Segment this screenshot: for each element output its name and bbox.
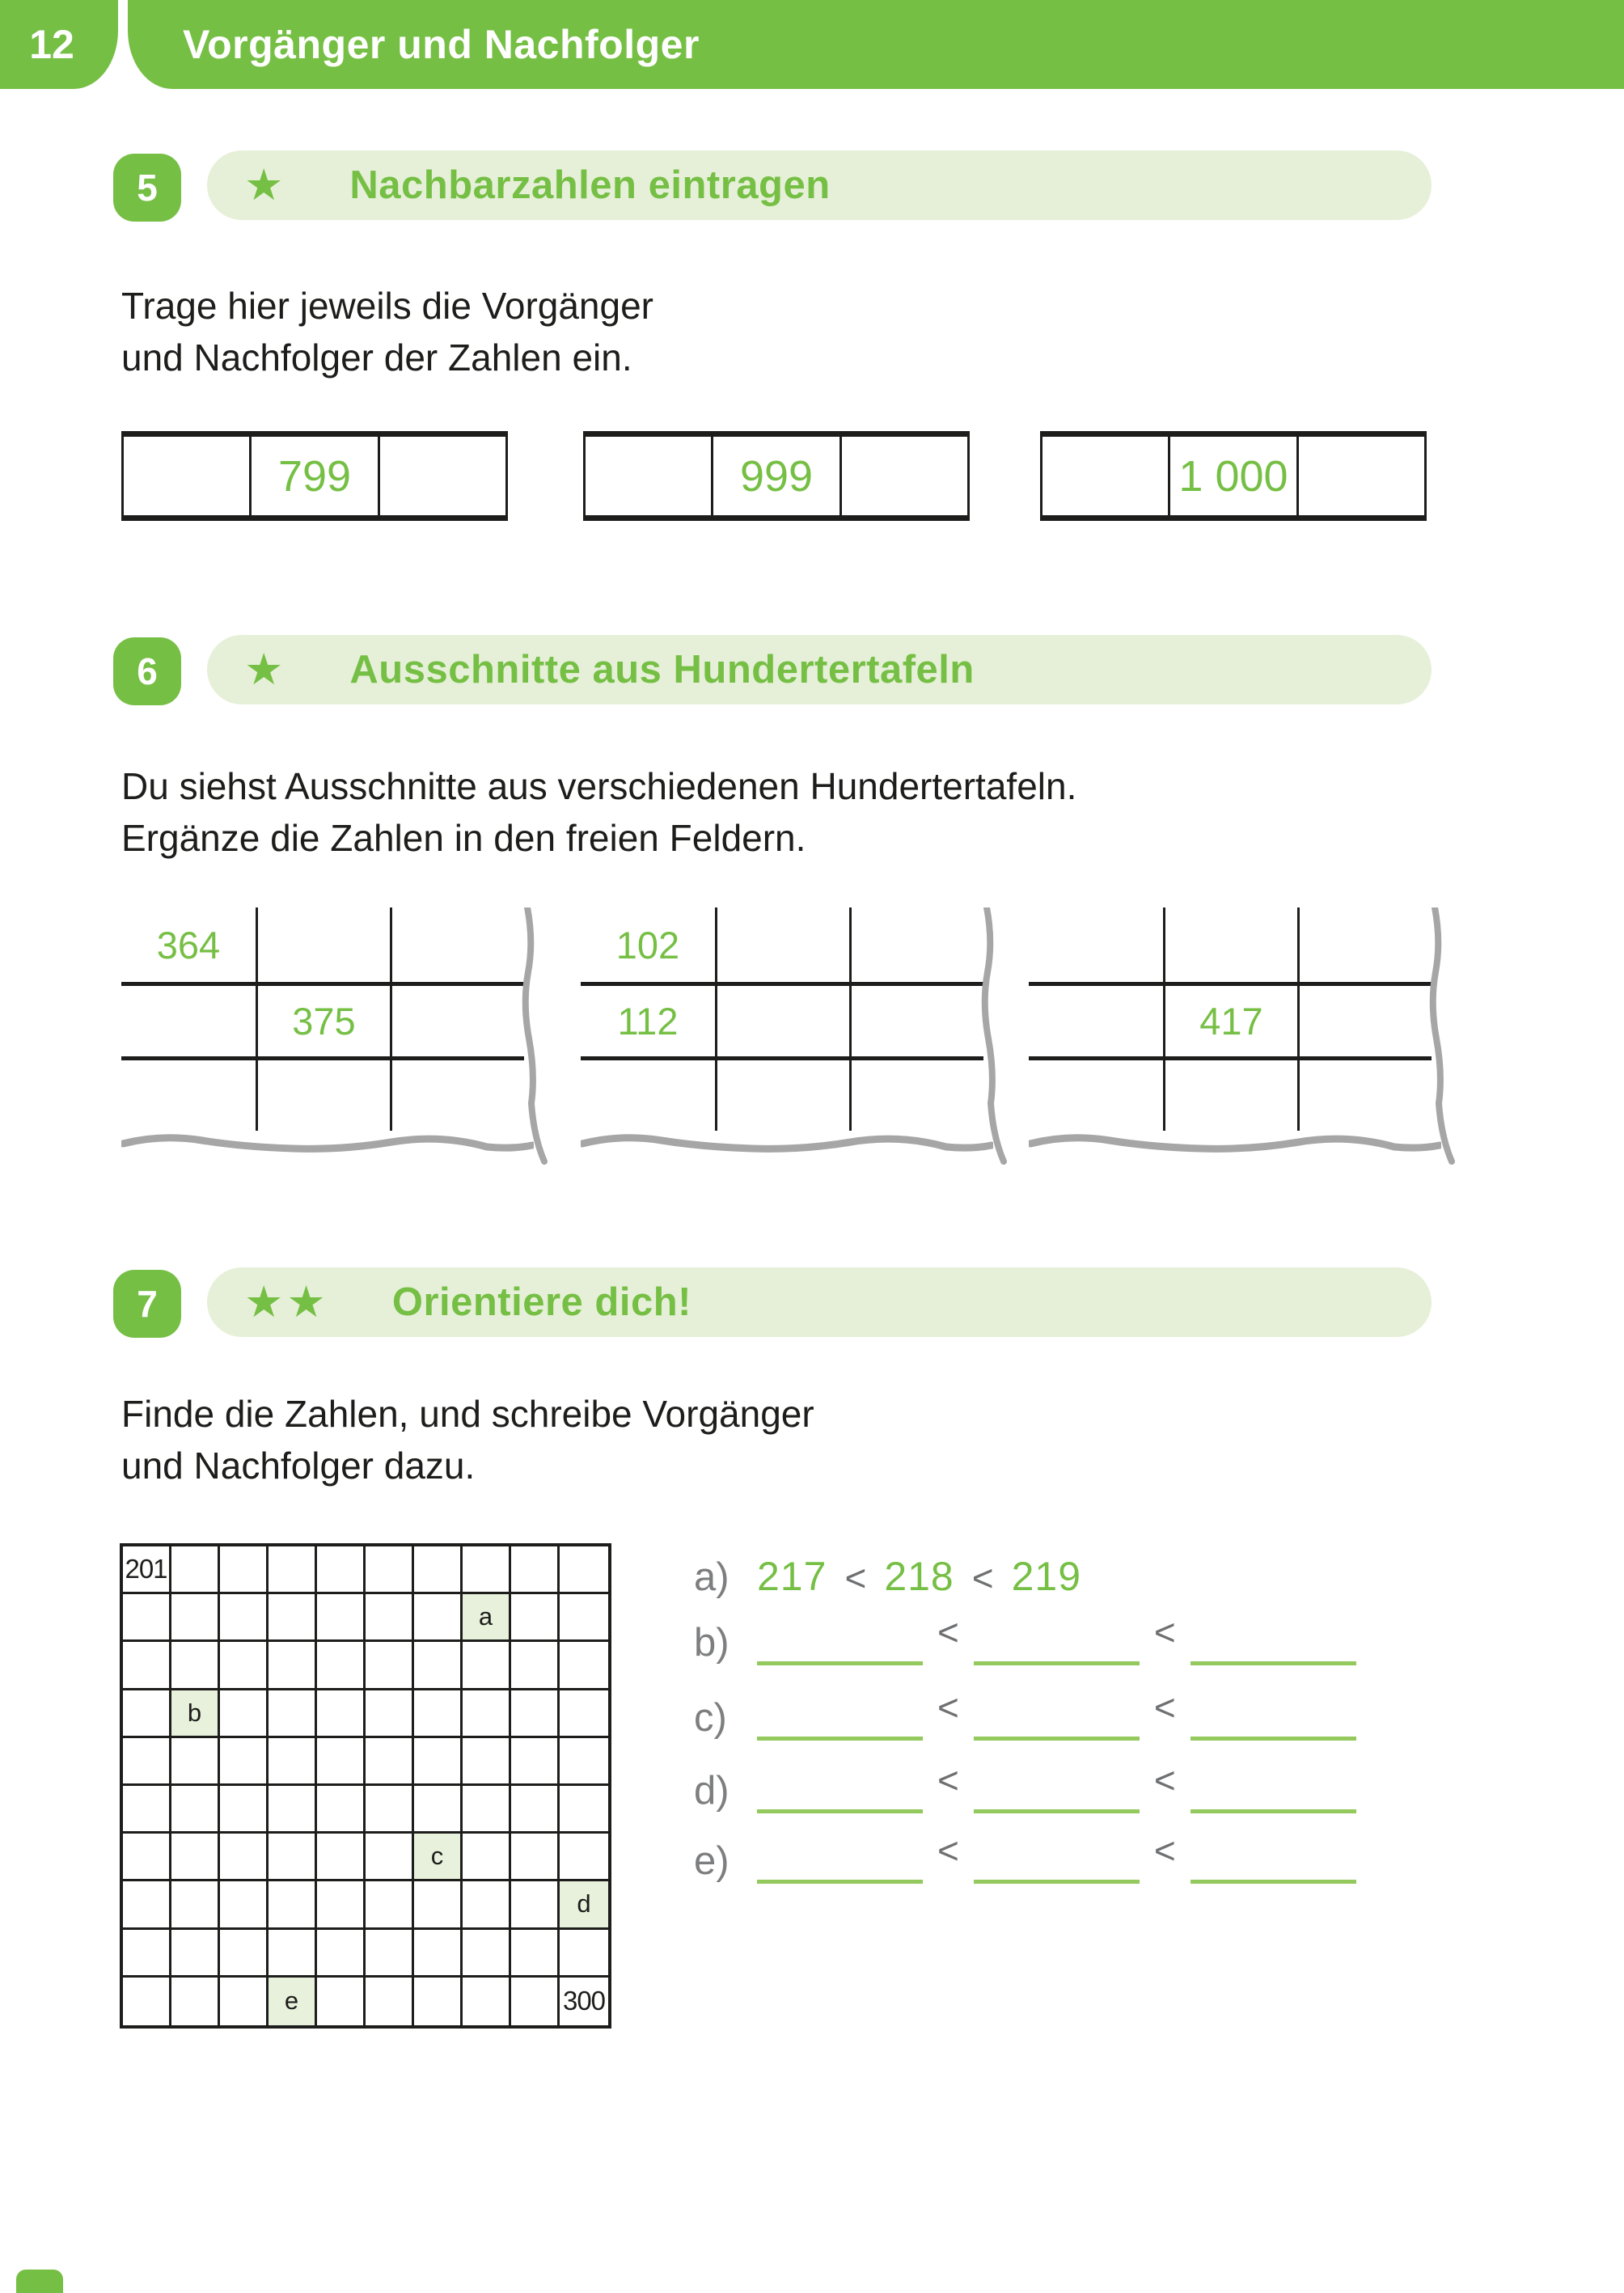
answer-row-b [694,1611,1356,1665]
exercise5-title: Nachbarzahlen eintragen [349,163,831,207]
empty-cell [1163,1056,1297,1131]
exercise6-instruction [121,760,1076,864]
grid-cell [269,1546,317,1594]
torn-edge-bottom [121,1132,534,1161]
next-page-tab [16,2270,63,2293]
answer-blank-line [974,1621,1140,1665]
grid-cell [511,1594,560,1642]
grid-cell [123,1930,171,1978]
exercise7-badge [113,1270,181,1338]
grid-cell [414,1978,463,2025]
grid-cell [123,1738,171,1786]
answer-blank-line [757,1769,923,1813]
grid-cell [317,1978,366,2025]
grid-cell [560,1594,608,1642]
exercise6-number: 6 [137,650,158,692]
grid-cell [123,1978,171,2025]
answer-label: a) [694,1555,730,1599]
grid-cell [511,1690,560,1738]
empty-cell [256,1056,390,1131]
grid-cell [220,1930,269,1978]
exercise6-heading-pill [207,635,1432,704]
given-number-cell: 364 [156,923,221,967]
given-number-cell: 375 [256,982,390,1056]
grid-cell [511,1546,560,1594]
empty-cell [581,1056,715,1131]
answer-cell [1296,437,1427,515]
answer-row-e [694,1830,1356,1884]
grid-cell [366,1881,414,1929]
empty-cell [715,907,849,982]
empty-cell [1297,1056,1432,1131]
chart-fragment [581,907,983,1131]
less-than-sign: < [937,1759,959,1801]
grid-cell [123,1834,171,1881]
answer-label: b) [694,1621,730,1665]
grid-cell [269,1930,317,1978]
grid-cell [414,1546,463,1594]
grid-cell [366,1642,414,1690]
empty-cell [715,982,849,1056]
empty-cell [1297,907,1432,982]
grid-cell [269,1834,317,1881]
grid-cell [560,1690,608,1738]
chart-fragment [1029,907,1432,1131]
empty-cell [849,1056,983,1131]
answer-cell [839,437,970,515]
exercise7-instruction-line2: und Nachfolger dazu. [121,1445,476,1487]
grid-cell [317,1690,366,1738]
grid-cell [366,1834,414,1881]
grid-cell [171,1786,220,1834]
grid-cell [317,1881,366,1929]
answer-cell [583,437,711,515]
grid-cell [414,1738,463,1786]
grid-end-cell: 300 [562,1986,606,2016]
grid-cell [269,1690,317,1738]
page-title: Vorgänger und Nachfolger [183,22,700,67]
less-than-sign: < [1153,1686,1176,1728]
grid-cell [171,1930,220,1978]
grid-cell [220,1881,269,1929]
answer-row-a [694,1550,1081,1600]
grid-cell [414,1642,463,1690]
grid-cell [414,1594,463,1642]
empty-cell [849,907,983,982]
grid-cell [269,1738,317,1786]
grid-cell [123,1786,171,1834]
exercise7-instruction [121,1388,814,1491]
marked-cell-e: e [269,1978,317,2025]
grid-cell [317,1834,366,1881]
grid-cell [220,1978,269,2025]
grid-cell [171,1546,220,1594]
grid-cell [463,1834,511,1881]
grid-cell [366,1594,414,1642]
grid-cell [220,1546,269,1594]
less-than-sign: < [844,1557,867,1599]
grid-cell [220,1594,269,1642]
grid-cell [560,1546,608,1594]
grid-cell [171,1594,220,1642]
less-than-sign: < [1153,1830,1176,1872]
exercise5-instruction [121,280,653,383]
exercise6-title: Ausschnitte aus Hundertertafeln [349,648,975,692]
less-than-sign: < [937,1830,959,1872]
answer-blank-line [974,1696,1140,1741]
answer-cell [378,437,508,515]
answer-blank-line [757,1696,923,1741]
empty-cell [1029,907,1163,982]
exercise7-instruction-line1: Finde die Zahlen, und schreibe Vorgänger [121,1393,814,1435]
less-than-sign: < [1153,1759,1176,1801]
answer-blank-line [757,1621,923,1665]
answer-number: 217 [757,1554,827,1599]
grid-cell [366,1690,414,1738]
answer-row-d [694,1759,1356,1813]
neighbor-table [121,431,508,521]
answer-blank-line [1191,1696,1356,1741]
grid-cell [317,1930,366,1978]
page-header-bar [128,0,1624,89]
answer-blank-line [757,1839,923,1884]
empty-cell [1029,1056,1163,1131]
grid-cell [511,1642,560,1690]
grid-cell [560,1834,608,1881]
neighbor-table [583,431,970,521]
answer-cell [121,437,249,515]
page-number: 12 [29,22,74,67]
grid-cell [511,1738,560,1786]
answer-row-c [694,1686,1356,1741]
exercise6-badge [113,637,181,705]
grid-cell [171,1642,220,1690]
given-number-cell: 102 [615,923,680,967]
exercise6-instruction-line1: Du siehst Ausschnitte aus verschiedenen Hundertertafeln. [121,765,1077,807]
grid-cell [463,1546,511,1594]
answer-blank-line [1191,1839,1356,1884]
grid-cell [317,1642,366,1690]
fragment-grid [1029,907,1432,1131]
star-icon: ★★ [244,1278,329,1326]
grid-cell [220,1834,269,1881]
answer-label: c) [694,1696,727,1740]
grid-cell [463,1786,511,1834]
grid-cell [366,1546,414,1594]
given-number-cell: 417 [1163,982,1297,1056]
exercise7-number: 7 [137,1283,158,1325]
grid-cell [317,1594,366,1642]
fragment-grid [581,907,983,1131]
torn-edge-bottom [581,1132,993,1161]
grid-cell [366,1930,414,1978]
chart-fragment [121,907,524,1131]
grid-cell [511,1930,560,1978]
grid-cell [269,1642,317,1690]
grid-cell [366,1978,414,2025]
given-number-cell: 1 000 [1168,437,1296,515]
grid-cell [220,1642,269,1690]
answer-number: 219 [1011,1554,1082,1599]
star-icon: ★ [244,161,287,209]
grid-cell [511,1834,560,1881]
empty-cell [1029,982,1163,1056]
grid-cell [463,1690,511,1738]
grid-cell [463,1642,511,1690]
empty-cell [256,907,390,982]
grid-cell [560,1786,608,1834]
given-number-cell: 799 [249,437,377,515]
torn-edge-right [979,907,1013,1165]
empty-cell [715,1056,849,1131]
answer-blank-line [1191,1621,1356,1665]
exercise5-badge [113,154,181,222]
empty-cell [390,907,524,982]
empty-cell [1163,907,1297,982]
less-than-sign: < [937,1611,959,1653]
answer-blank-line [974,1839,1140,1884]
exercise5-instruction-line1: Trage hier jeweils die Vorgänger [121,285,653,327]
neighbor-table [1040,431,1427,521]
grid-cell [123,1690,171,1738]
less-than-sign: < [1153,1611,1176,1653]
exercise7-heading-pill [207,1267,1432,1337]
answer-label: e) [694,1839,730,1883]
given-number-cell: 999 [711,437,839,515]
grid-cell [366,1786,414,1834]
grid-cell [123,1642,171,1690]
exercise5-instruction-line2: und Nachfolger der Zahlen ein. [121,336,632,379]
empty-cell [390,1056,524,1131]
exercise5-heading-pill [207,150,1432,220]
grid-cell [171,1978,220,2025]
grid-cell [171,1834,220,1881]
page-number-tab [0,0,118,89]
torn-edge-right [1427,907,1461,1165]
empty-cell [121,982,256,1056]
exercise5-number: 5 [137,167,158,209]
star-icon: ★ [244,645,287,694]
marked-cell-b: b [171,1690,220,1738]
grid-cell [220,1690,269,1738]
grid-start-cell: 201 [123,1546,171,1594]
answer-blank-line [1191,1769,1356,1813]
less-than-sign: < [971,1557,994,1599]
grid-cell [560,1642,608,1690]
marked-cell-d: d [560,1881,608,1929]
grid-cell [511,1786,560,1834]
grid-cell [123,1594,171,1642]
grid-cell [511,1978,560,2025]
marked-cell-c: c [414,1834,463,1881]
torn-edge-right [519,907,553,1165]
grid-cell [171,1738,220,1786]
fragment-grid [121,907,524,1131]
answer-number: 218 [884,1554,954,1599]
answer-cell [1040,437,1168,515]
grid-cell [463,1930,511,1978]
grid-cell [414,1930,463,1978]
empty-cell [849,982,983,1056]
empty-cell [390,982,524,1056]
grid-cell [123,1881,171,1929]
answer-blank-line [974,1769,1140,1813]
empty-cell [1297,982,1432,1056]
marked-cell-a: a [463,1594,511,1642]
grid-cell [317,1738,366,1786]
grid-cell [414,1690,463,1738]
grid-cell [269,1594,317,1642]
torn-edge-bottom [1029,1132,1441,1161]
grid-cell [560,1738,608,1786]
grid-cell [414,1786,463,1834]
grid-cell [317,1786,366,1834]
empty-cell [121,1056,256,1131]
grid-cell [463,1978,511,2025]
exercise6-instruction-line2: Ergänze die Zahlen in den freien Feldern. [121,817,806,859]
grid-cell [171,1881,220,1929]
grid-cell [560,1930,608,1978]
grid-cell [220,1738,269,1786]
grid-cell [414,1881,463,1929]
less-than-sign: < [937,1686,959,1728]
grid-cell [269,1786,317,1834]
grid-cell [463,1881,511,1929]
exercise7-title: Orientiere dich! [391,1280,691,1324]
answer-label: d) [694,1769,730,1813]
grid-cell [269,1881,317,1929]
grid-cell [317,1546,366,1594]
grid-cell [220,1786,269,1834]
hundred-chart-grid [120,1543,611,2029]
given-number-cell: 112 [581,982,715,1056]
grid-cell [511,1881,560,1929]
grid-cell [463,1738,511,1786]
grid-cell [366,1738,414,1786]
